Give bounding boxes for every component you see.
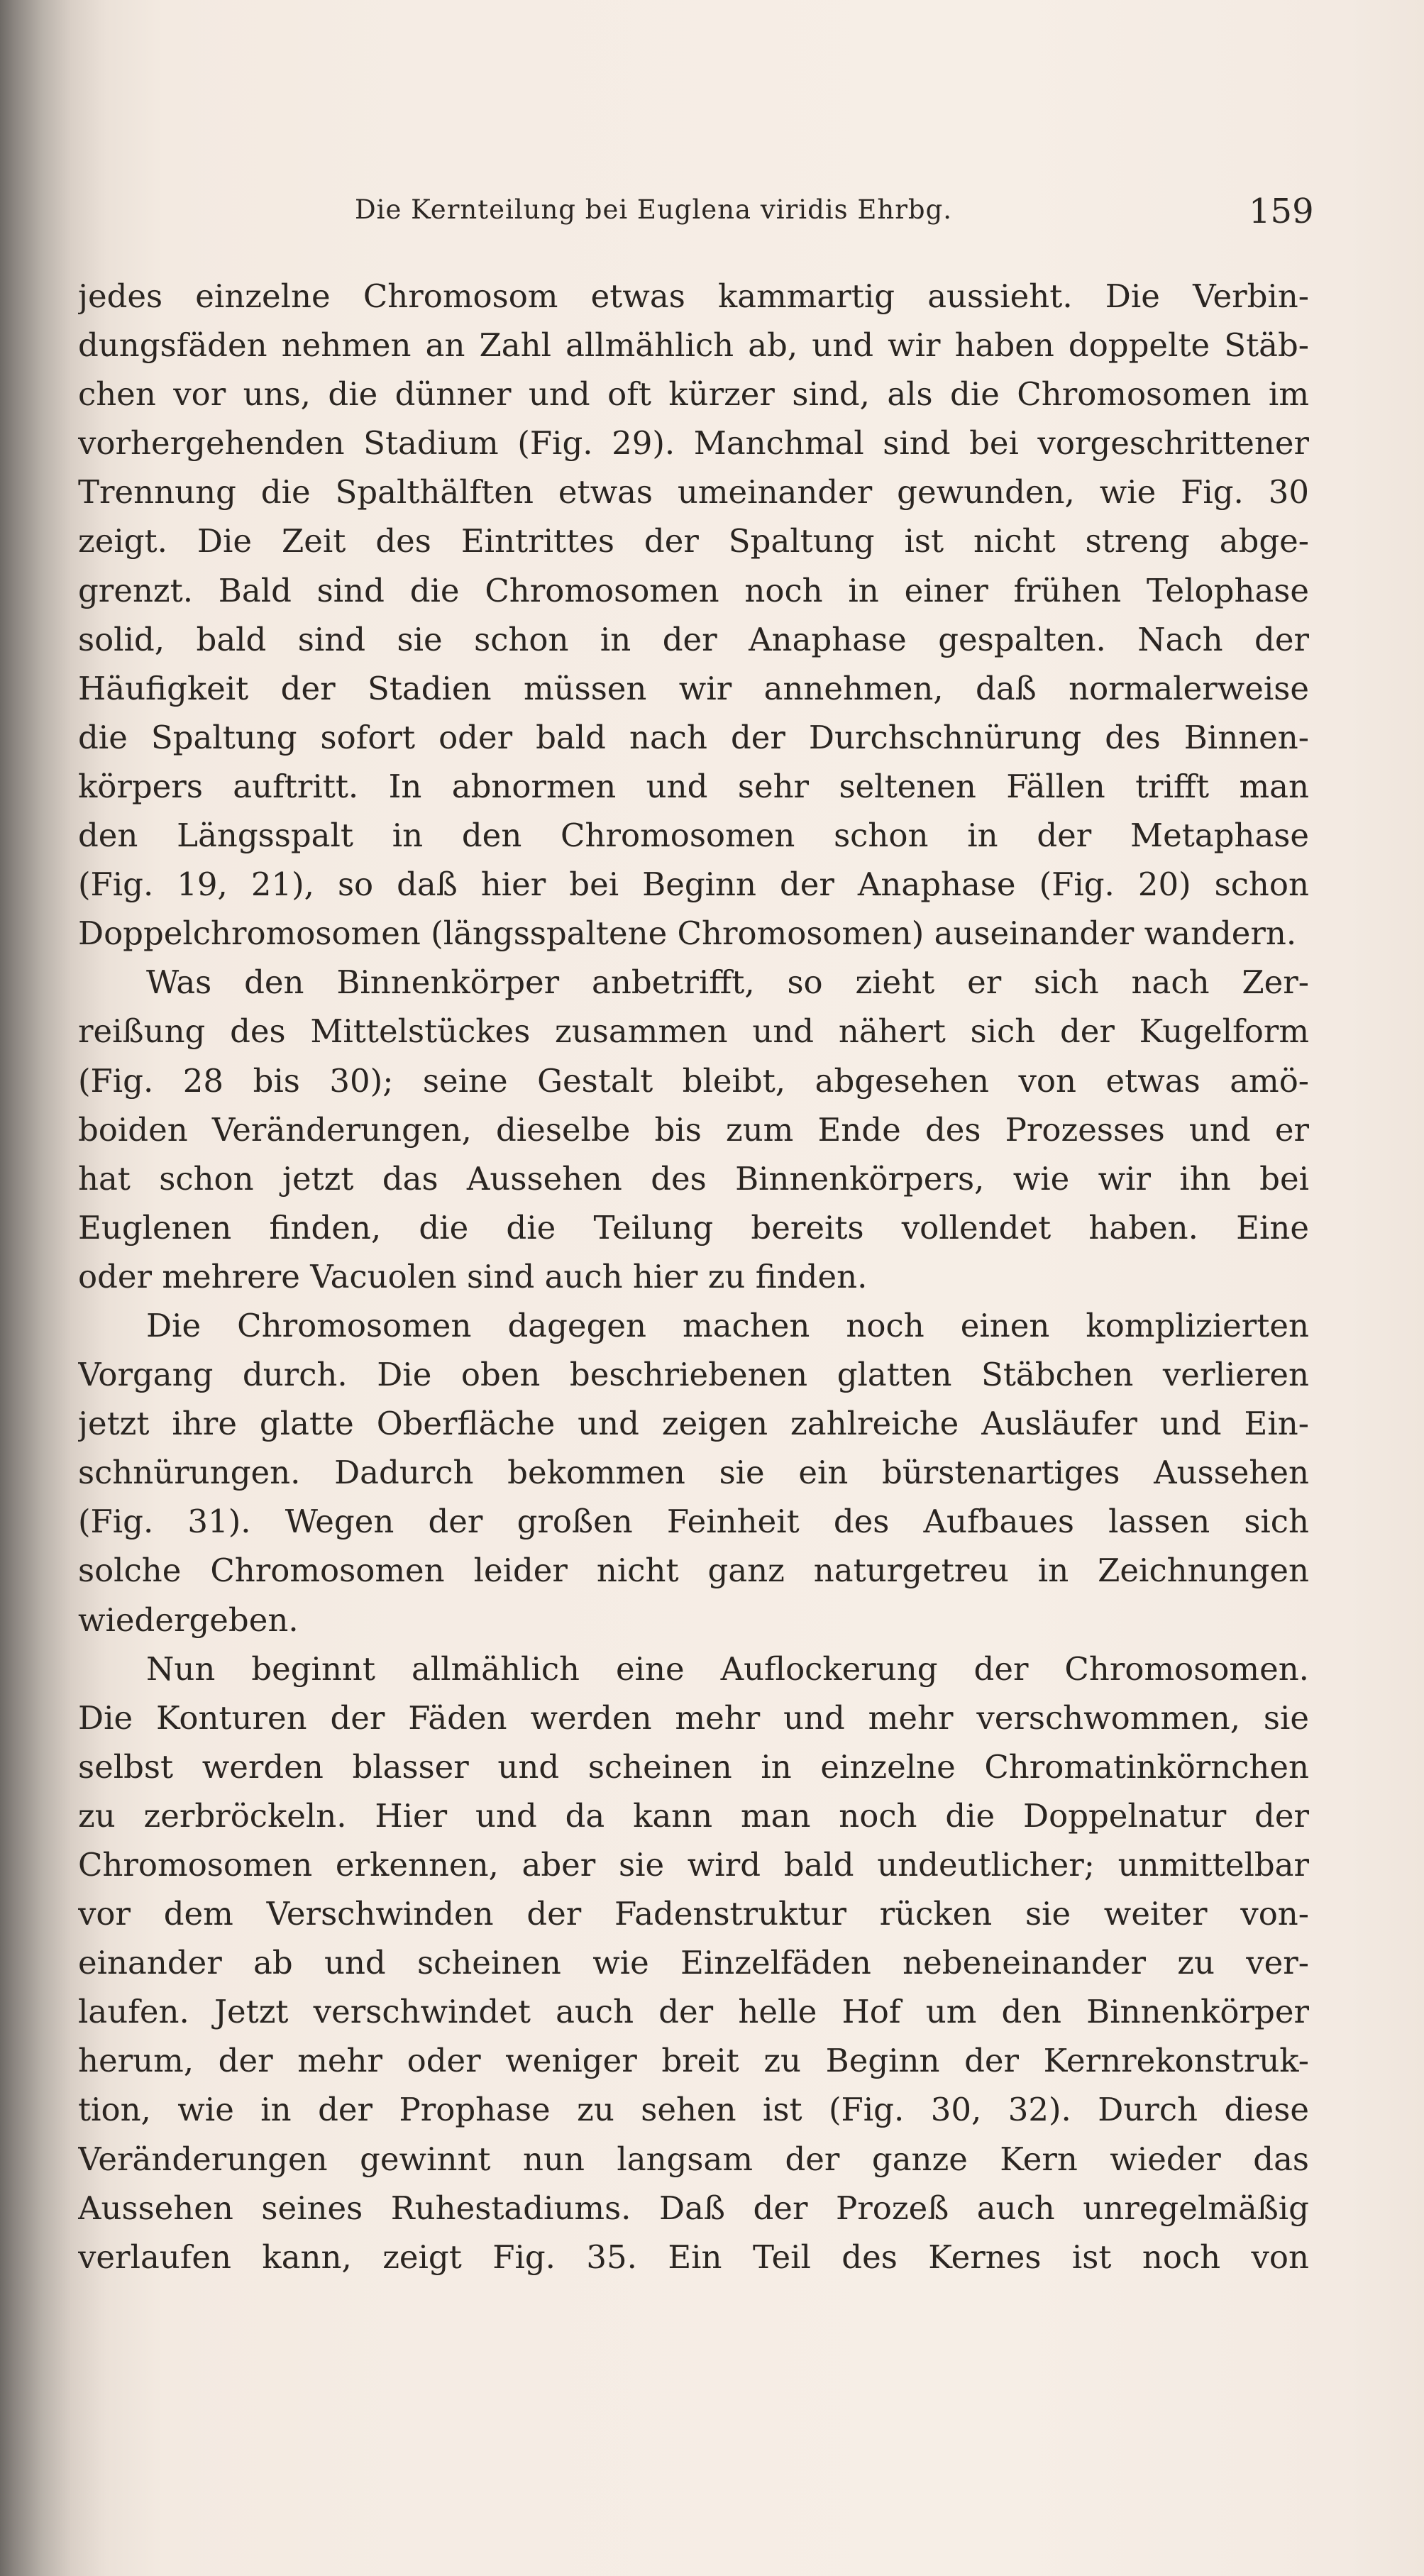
text-line: Die Chromosomen dagegen machen noch einen komplizierten xyxy=(146,1306,1309,1344)
text-line: Häufigkeit der Stadien müssen wir annehmen, daß normalerweise xyxy=(78,669,1309,707)
text-line: hat schon jetzt das Aussehen des Binnenkörpers, wie wir ihn bei xyxy=(78,1159,1309,1198)
text-line: vorhergehenden Stadium (Fig. 29). Manchmal sind bei vorgeschrittener xyxy=(78,424,1309,463)
text-line: jetzt ihre glatte Oberfläche und zeigen zahlreiche Ausläufer und Ein- xyxy=(78,1405,1309,1443)
text-line: die Spaltung sofort oder bald nach der Durchschnürung des Binnen- xyxy=(78,718,1309,756)
text-line: Chromosomen erkennen, aber sie wird bald undeutlicher; unmittelbar xyxy=(78,1846,1309,1884)
text-line: chen vor uns, die dünner und oft kürzer sind, als die Chromosomen im xyxy=(78,375,1309,414)
running-head xyxy=(0,187,1424,237)
text-line: (Fig. 28 bis 30); seine Gestalt bleibt, abgesehen von etwas amö- xyxy=(78,1061,1309,1100)
text-line: tion, wie in der Prophase zu sehen ist (Fig. 30, 32). Durch diese xyxy=(78,2091,1309,2129)
text-line: Aussehen seines Ruhestadiums. Daß der Prozeß auch unregelmäßig xyxy=(78,2189,1309,2227)
text-line: (Fig. 31). Wegen der großen Feinheit des Aufbaues lassen sich xyxy=(78,1503,1309,1541)
text-line: Was den Binnenkörper anbetrifft, so zieht er sich nach Zer- xyxy=(146,963,1309,1002)
text-line: den Längsspalt in den Chromosomen schon in der Metaphase xyxy=(78,817,1309,855)
text-line: Vorgang durch. Die oben beschriebenen glatten Stäbchen verlieren xyxy=(78,1356,1309,1394)
text-line: boiden Veränderungen, dieselbe bis zum Ende des Prozesses und er xyxy=(78,1110,1309,1149)
text-line: Trennung die Spalthälften etwas umeinander gewunden, wie Fig. 30 xyxy=(78,473,1309,512)
text-line: dungsfäden nehmen an Zahl allmählich ab, und wir haben doppelte Stäb- xyxy=(78,326,1309,365)
text-line: Euglenen finden, die die Teilung bereits vollendet haben. Eine xyxy=(78,1208,1309,1246)
text-line: Nun beginnt allmählich eine Auflockerung der Chromosomen. xyxy=(146,1649,1309,1688)
text-line: Veränderungen gewinnt nun langsam der ganze Kern wieder das xyxy=(78,2140,1309,2178)
page-number: 159 xyxy=(1249,192,1314,231)
text-line: selbst werden blasser und scheinen in einzelne Chromatinkörnchen xyxy=(78,1747,1309,1786)
text-line: (Fig. 19, 21), so daß hier bei Beginn der Anaphase (Fig. 20) schon xyxy=(78,866,1309,904)
text-line: Die Konturen der Fäden werden mehr und mehr verschwommen, sie xyxy=(78,1698,1309,1737)
text-line: Doppelchromosomen (längsspaltene Chromosomen) auseinander wandern. xyxy=(78,914,1297,953)
text-line: solche Chromosomen leider nicht ganz naturgetreu in Zeichnungen xyxy=(78,1552,1309,1590)
text-line: laufen. Jetzt verschwindet auch der helle Hof um den Binnenkörper xyxy=(78,1993,1309,2031)
text-line: zu zerbröckeln. Hier und da kann man noch die Doppelnatur der xyxy=(78,1796,1309,1835)
text-line: einander ab und scheinen wie Einzelfäden nebeneinander zu ver- xyxy=(78,1944,1309,1982)
text-line: wiedergeben. xyxy=(78,1601,299,1639)
text-line: solid, bald sind sie schon in der Anaphase gespalten. Nach der xyxy=(78,620,1309,658)
text-line: grenzt. Bald sind die Chromosomen noch in einer frühen Telophase xyxy=(78,571,1309,609)
text-line: oder mehrere Vacuolen sind auch hier zu finden. xyxy=(78,1257,868,1295)
text-line: schnürungen. Dadurch bekommen sie ein bürstenartiges Aussehen xyxy=(78,1454,1309,1492)
text-line: verlaufen kann, zeigt Fig. 35. Ein Teil des Kernes ist noch von xyxy=(78,2238,1309,2276)
text-line: vor dem Verschwinden der Fadenstruktur rücken sie weiter von- xyxy=(78,1895,1309,1933)
text-line: körpers auftritt. In abnormen und sehr seltenen Fällen trifft man xyxy=(78,767,1309,805)
text-line: reißung des Mittelstückes zusammen und nähert sich der Kugelform xyxy=(78,1012,1309,1051)
body-text xyxy=(78,272,1309,2282)
text-line: herum, der mehr oder weniger breit zu Beginn der Kernrekonstruk- xyxy=(78,2042,1309,2080)
running-title: Die Kernteilung bei Euglena viridis Ehrbg. xyxy=(355,194,953,225)
text-line: jedes einzelne Chromosom etwas kammartig aussieht. Die Verbin- xyxy=(78,277,1309,315)
text-line: zeigt. Die Zeit des Eintrittes der Spaltung ist nicht streng abge- xyxy=(78,522,1309,560)
